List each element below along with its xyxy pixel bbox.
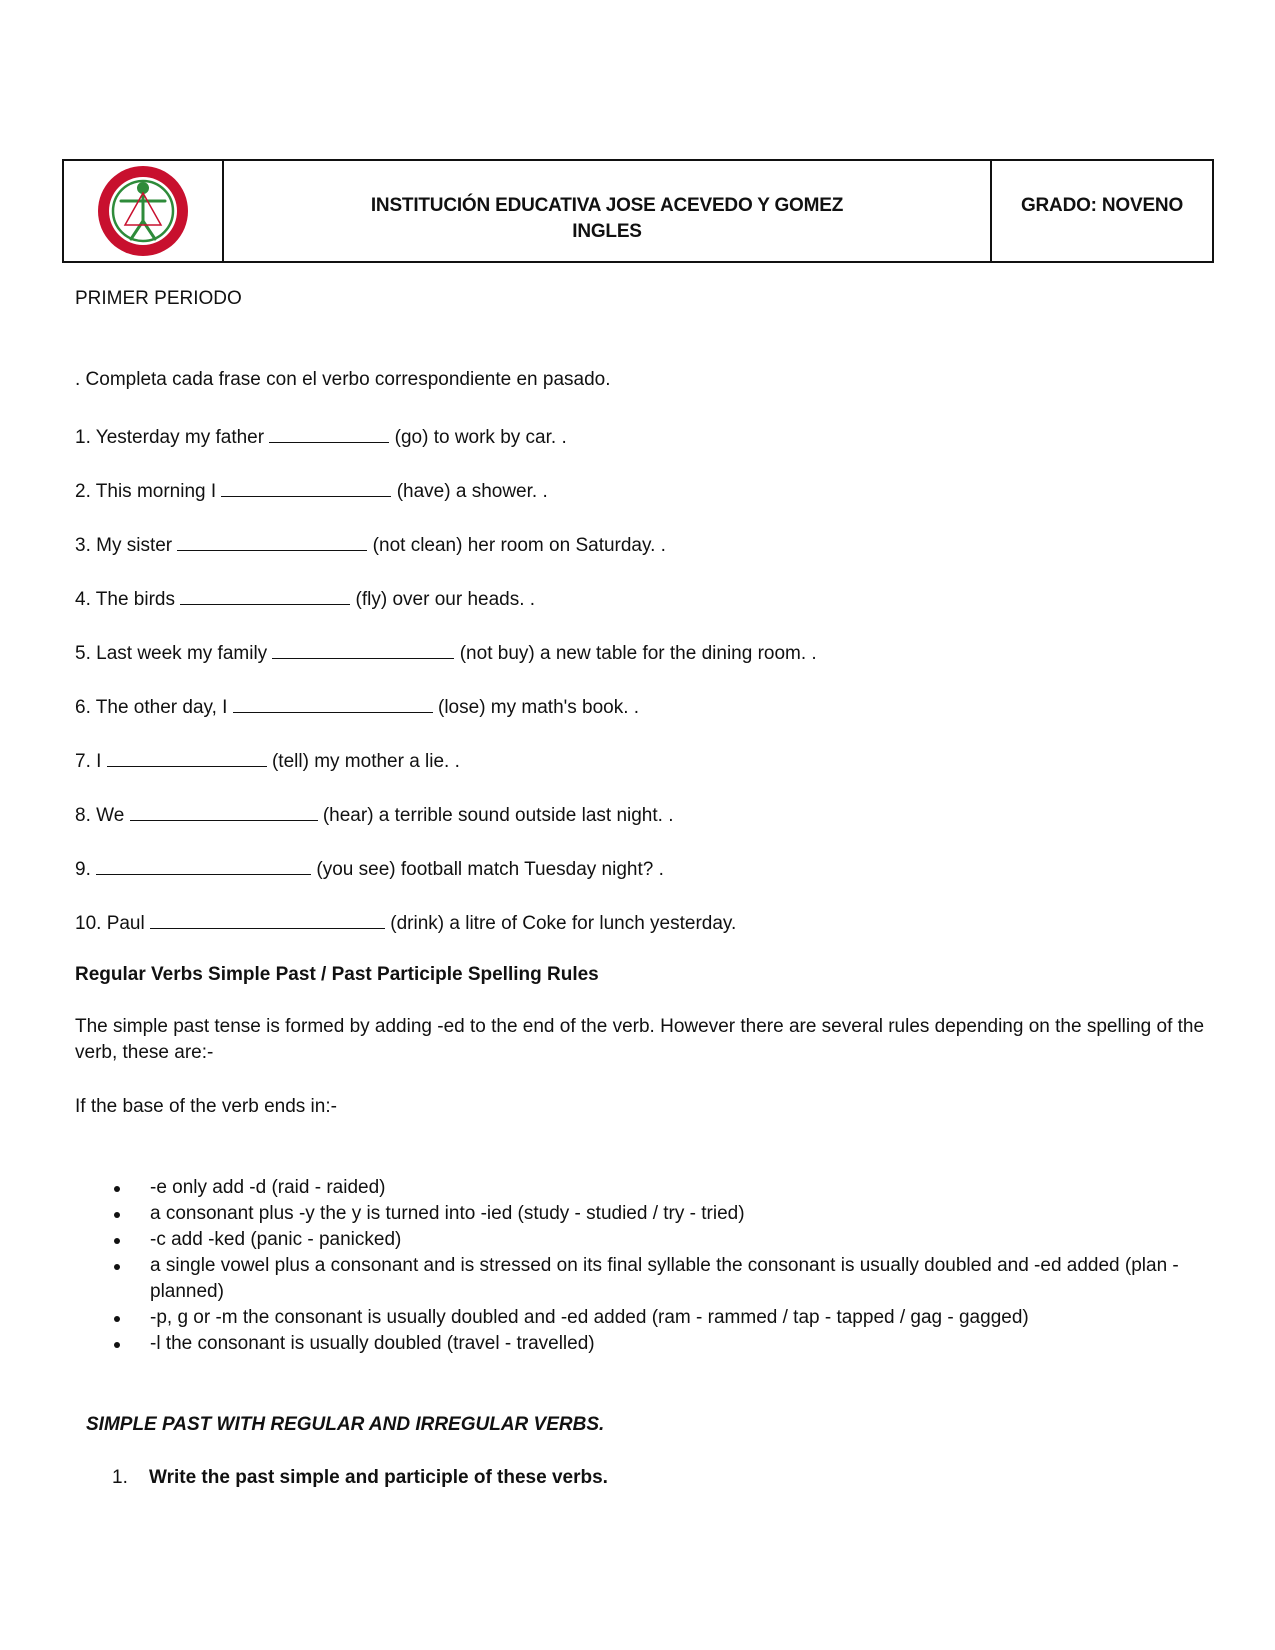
exercise-suffix: (drink) a litre of Coke for lunch yesterday. [385,913,737,934]
subject-name: INGLES [572,221,642,242]
exercise-prefix: 5. Last week my family [75,643,273,664]
list-item [110,1201,1210,1227]
answer-blank[interactable] [177,532,367,551]
answer-blank[interactable] [96,856,311,875]
exercise-prefix: 3. My sister [75,535,178,556]
exercise-prefix: 7. I [75,751,107,772]
exercise-3 [75,532,666,557]
exercise-prefix: 2. This morning I [75,481,222,502]
bullet-icon [114,1342,120,1348]
exercise-7 [75,748,460,773]
rules-intro: The simple past tense is formed by adding -ed to the end of the verb. However there are several rules depending on the spelling of the verb, these are:- [75,1016,1205,1063]
answer-blank[interactable] [107,748,267,767]
answer-blank[interactable] [180,586,350,605]
list-item [110,1175,1210,1201]
exercise-suffix: (lose) my math's book. . [432,697,640,718]
exercise-prefix: 8. We [75,805,130,826]
exercise-2 [75,478,548,503]
exercise-suffix: (go) to work by car. . [389,427,567,448]
exercise-prefix: 1. Yesterday my father [75,427,270,448]
rule-text: a consonant plus -y the y is turned into -ied (study - studied / try - tried) [150,1203,745,1224]
answer-blank[interactable] [272,640,454,659]
rules-title: Regular Verbs Simple Past / Past Participle Spelling Rules [75,964,599,985]
exercise-suffix: (not buy) a new table for the dining room. . [454,643,817,664]
rule-text: -l the consonant is usually doubled (travel - travelled) [150,1333,595,1354]
exercise-suffix: (hear) a terrible sound outside last night. . [317,805,674,826]
exercise-5 [75,640,817,665]
bullet-icon [114,1212,120,1218]
exercise-suffix: (you see) football match Tuesday night? . [311,859,664,880]
grade-cell [992,161,1212,261]
grade-label: GRADO: NOVENO [1020,195,1184,216]
bullet-icon [114,1316,120,1322]
rule-text: -p, g or -m the consonant is usually doubled and -ed added (ram - rammed / tap - tapped / gag - gagged) [150,1307,1029,1328]
instruction-text: . Completa cada frase con el verbo correspondiente en pasado. [75,369,611,390]
list-item [110,1305,1210,1331]
exercise-4 [75,586,535,611]
rule-text: a single vowel plus a consonant and is stressed on its final syllable the consonant is usually doubled and -ed added (plan - planned) [150,1255,1179,1302]
answer-blank[interactable] [130,802,318,821]
answer-blank[interactable] [233,694,433,713]
list-item [110,1331,1210,1357]
section2-title: SIMPLE PAST WITH REGULAR AND IRREGULAR VERBS. [86,1414,605,1435]
exercise-prefix: 9. [75,859,97,880]
exercise-prefix: 4. The birds [75,589,181,610]
list-item [110,1253,1210,1305]
exercise-10 [75,910,736,935]
exercise-suffix: (not clean) her room on Saturday. . [367,535,666,556]
bullet-icon [114,1238,120,1244]
rules-lead: If the base of the verb ends in:- [75,1096,337,1117]
rule-text: -e only add -d (raid - raided) [150,1177,386,1198]
logo-cell [64,161,224,261]
exercise-9 [75,856,664,881]
task1-number: 1. [112,1467,128,1488]
list-item [110,1227,1210,1253]
answer-blank[interactable] [221,478,391,497]
rules-list [110,1175,1210,1357]
exercise-1 [75,424,567,449]
exercise-8 [75,802,673,827]
header-table [62,159,1214,263]
period-label: PRIMER PERIODO [75,288,242,309]
institution-name: INSTITUCIÓN EDUCATIVA JOSE ACEVEDO Y GOMEZ [370,195,844,216]
answer-blank[interactable] [150,910,385,929]
exercise-6 [75,694,639,719]
rule-text: -c add -ked (panic - panicked) [150,1229,402,1250]
exercise-suffix: (have) a shower. . [391,481,548,502]
exercise-prefix: 6. The other day, I [75,697,233,718]
bullet-icon [114,1264,120,1270]
title-cell [224,161,992,261]
exercise-suffix: (tell) my mother a lie. . [266,751,460,772]
school-logo-icon [95,163,191,259]
task1-text: Write the past simple and participle of these verbs. [149,1467,608,1488]
exercise-prefix: 10. Paul [75,913,150,934]
exercise-suffix: (fly) over our heads. . [350,589,536,610]
answer-blank[interactable] [269,424,389,443]
bullet-icon [114,1186,120,1192]
